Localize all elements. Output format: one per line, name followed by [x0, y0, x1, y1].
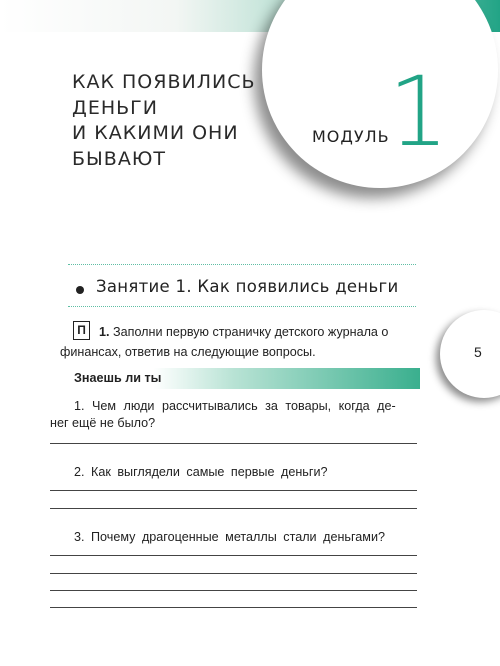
answer-line[interactable] — [50, 490, 417, 491]
divider-bottom — [68, 306, 416, 307]
question-1-line-1: 1. Чем люди рассчитывались за товары, когда де- — [74, 399, 396, 413]
chapter-title-line: КАК ПОЯВИЛИСЬ — [72, 71, 256, 93]
question-2: 2. Как выглядели самые первые деньги? — [74, 465, 328, 479]
answer-line[interactable] — [50, 573, 417, 574]
module-disc — [262, 0, 498, 188]
answer-line[interactable] — [50, 443, 417, 444]
question-3: 3. Почему драгоценные металлы стали деньгами? — [74, 530, 385, 544]
divider-top — [68, 264, 416, 265]
question-1-line-2: нег ещё не было? — [50, 416, 156, 430]
task-marker-icon: П — [73, 321, 90, 340]
task-text — [60, 323, 420, 362]
answer-line[interactable] — [50, 590, 417, 591]
module-label: МОДУЛЬ — [312, 127, 390, 146]
page-number: 5 — [474, 344, 482, 360]
chapter-title — [72, 70, 256, 172]
section-heading: Знаешь ли ты — [74, 371, 162, 385]
chapter-title-line: БЫВАЮТ — [72, 147, 166, 170]
task-instruction: Заполни первую страничку детского журнала о финансах, ответив на следующие вопросы. — [60, 325, 389, 359]
task-number: 1. — [99, 325, 110, 339]
answer-line[interactable] — [50, 555, 417, 556]
lesson-title: Занятие 1. Как появились деньги — [96, 277, 399, 296]
chapter-title-line: ДЕНЬГИ — [72, 96, 158, 119]
page-number-disc — [440, 310, 500, 398]
module-number: 1 — [388, 56, 450, 168]
chapter-title-line: И КАКИМИ ОНИ — [72, 122, 239, 144]
answer-line[interactable] — [50, 508, 417, 509]
lesson-bullet-icon — [76, 286, 84, 294]
answer-line[interactable] — [50, 607, 417, 608]
